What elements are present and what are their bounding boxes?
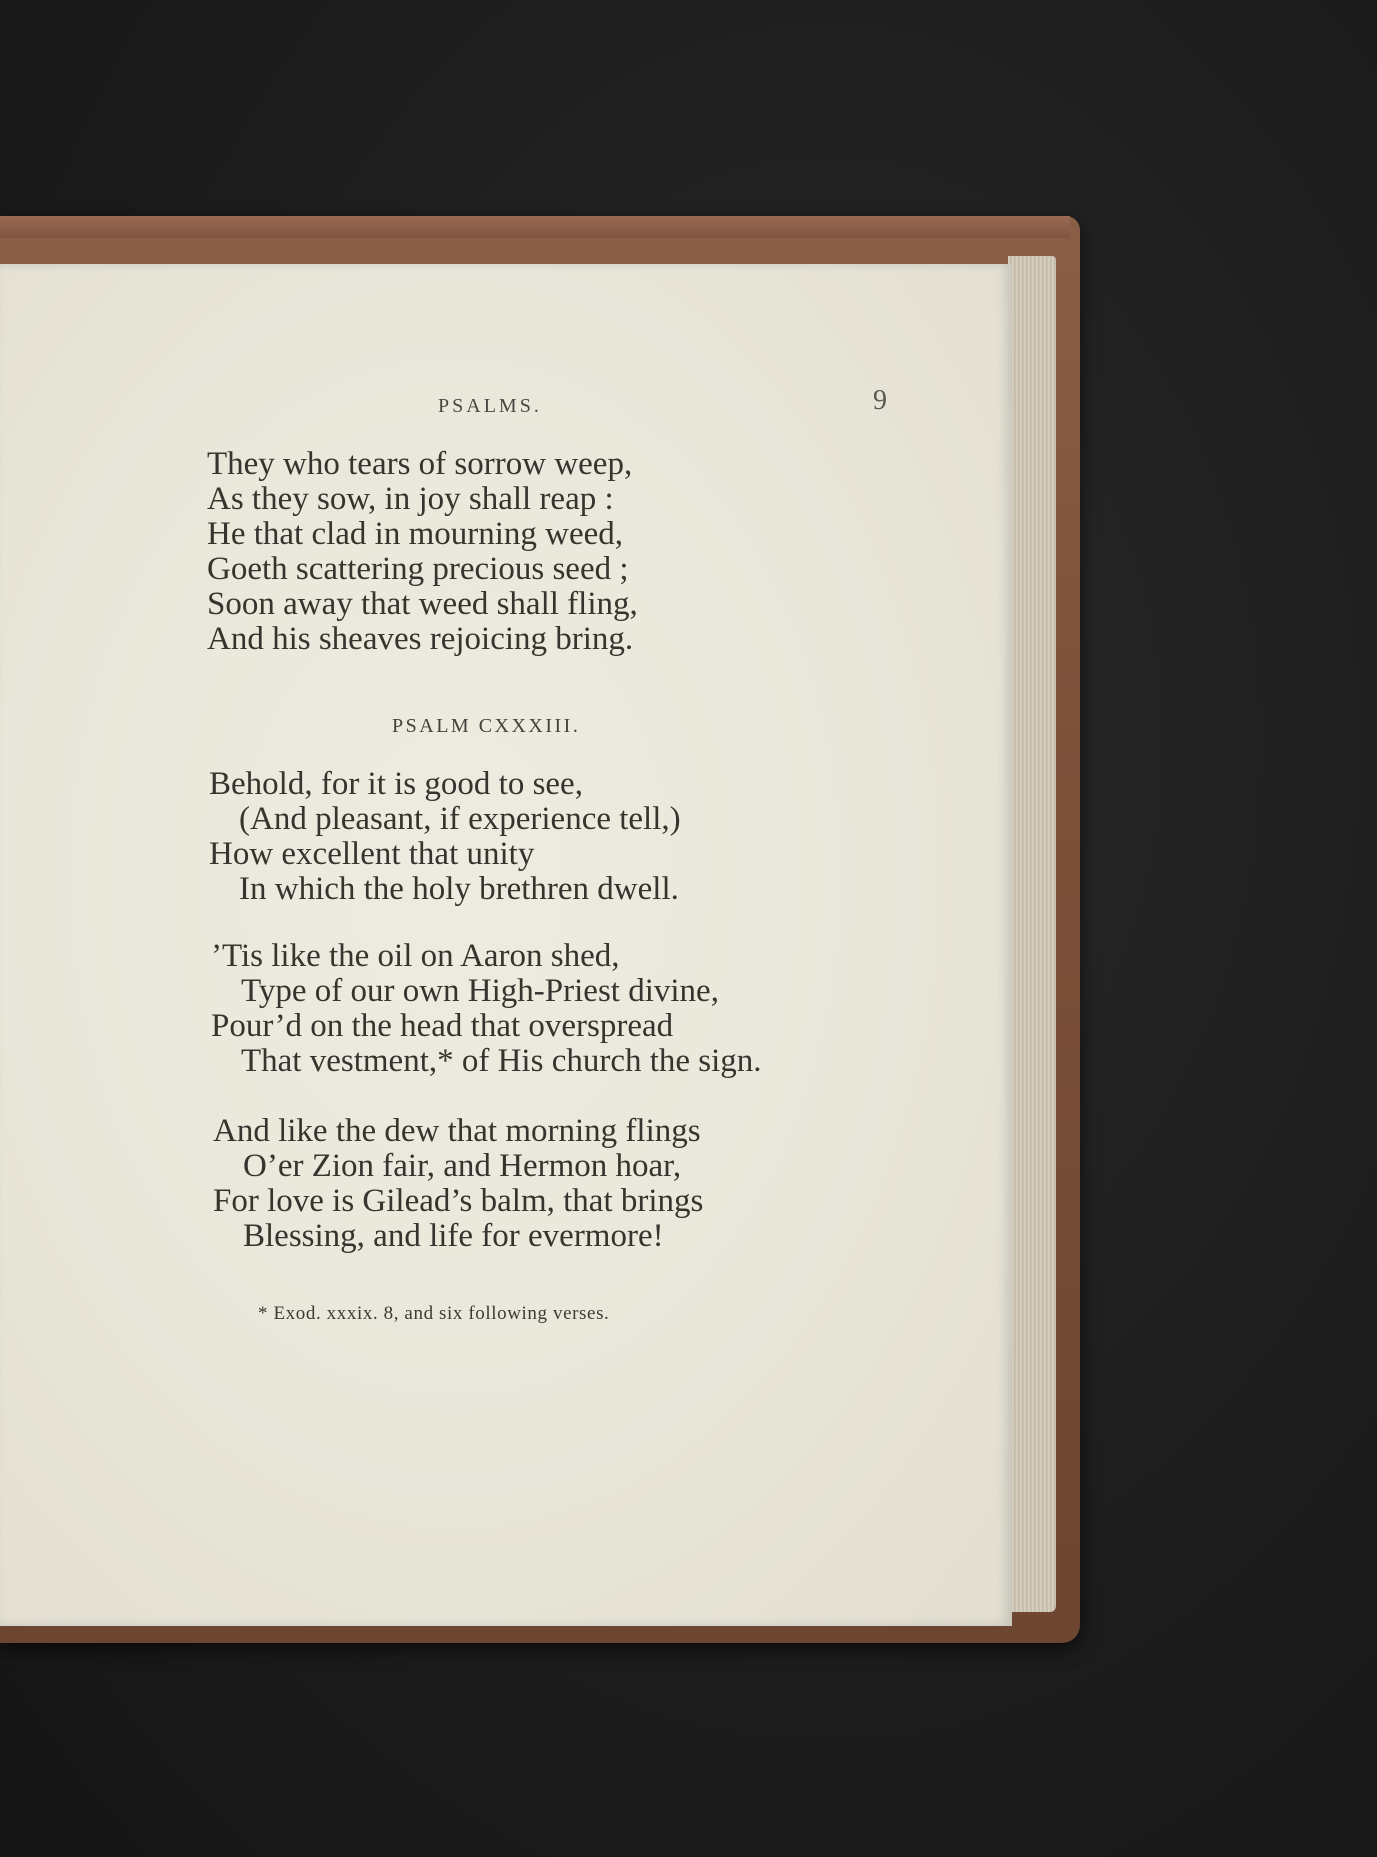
verse-line: O’er Zion fair, and Hermon hoar, — [243, 1148, 682, 1184]
verse-line: For love is Gilead’s balm, that brings — [213, 1183, 704, 1219]
psalm-stanza-2 — [211, 939, 762, 1079]
psalm-stanza-1 — [209, 767, 681, 907]
verse-line: They who tears of sorrow weep, — [207, 446, 633, 482]
verse-line: Soon away that weed shall fling, — [207, 586, 638, 622]
verse-line: (And pleasant, if experience tell,) — [239, 801, 681, 837]
book-cover-top-edge — [0, 216, 1070, 238]
verse-line: As they sow, in joy shall reap : — [207, 481, 614, 517]
verse-line: And like the dew that morning flings — [213, 1113, 701, 1149]
running-head: PSALMS. — [438, 395, 542, 417]
psalm-stanza-3 — [213, 1114, 703, 1254]
verse-line: Goeth scattering precious seed ; — [207, 551, 629, 587]
page-number: 9 — [873, 385, 887, 416]
verse-line: In which the holy brethren dwell. — [239, 871, 679, 907]
verse-line: How excellent that unity — [209, 836, 535, 872]
verse-line: Pour’d on the head that overspread — [211, 1008, 674, 1044]
stanza-continuation — [207, 447, 638, 657]
psalm-title: PSALM CXXXIII. — [392, 715, 581, 737]
verse-line: He that clad in mourning weed, — [207, 516, 624, 552]
verse-line: That vestment,* of His church the sign. — [241, 1043, 762, 1079]
verse-line: And his sheaves rejoicing bring. — [207, 621, 634, 657]
verse-line: Type of our own High-Priest divine, — [241, 973, 719, 1009]
verse-line: Behold, for it is good to see, — [209, 766, 583, 802]
footnote: * Exod. xxxix. 8, and six following verses. — [258, 1303, 610, 1324]
verse-line: Blessing, and life for evermore! — [243, 1218, 664, 1254]
verse-line: ’Tis like the oil on Aaron shed, — [211, 938, 620, 974]
page-edges — [1008, 256, 1056, 1612]
